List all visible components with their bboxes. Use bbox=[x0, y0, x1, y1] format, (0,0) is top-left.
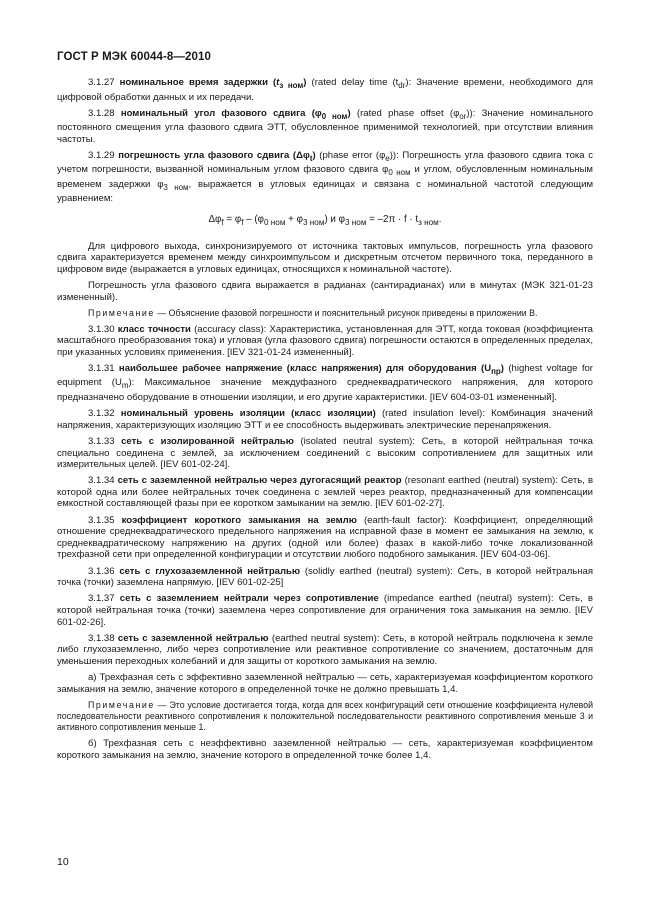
document-body bbox=[57, 77, 593, 766]
definition-3-1-27: 3.1.27 номинальное время задержки $(t_{з ном})$ (rated delay time $(t_{dr})$: Значение времени, необходимого для цифровой обработки данных и их передачи. bbox=[57, 77, 593, 103]
definition-3-1-33: 3.1.33 сеть с изолированной нейтралью (isolated neutral system): Сеть, в которой нейтральная точка специально соединена с землей, за исключением соединений с высоким сопротивлением для защитных или измерительных целей. [IEV 601-02-24]. bbox=[57, 435, 593, 471]
note-effective-earthing: Примечание — Это условие достигается тогда, когда для всех конфигураций сети отношение коэффициента нулевой последовательности реактивного сопротивления к положительной последовательности реактивного сопротивления меньше 3 и активного сопротивления меньше 1. bbox=[57, 699, 593, 733]
page-number: 10 bbox=[57, 856, 69, 868]
definition-3-1-29: 3.1.29 погрешность угла фазового сдвига $(\Delta\varphi_t)$ (phase error $(\varphi_e)$): Погрешность угла фазового сдвига тока с учетом погрешности, вызванной номинальным углом фазового сдвига $\varphi_{0 ном}$ и углом, обусловленным номинальным временем задержки $\varphi_{3 ном}$, выражается в угловых единицах и связана с номинальной частотой следующим уравнением: bbox=[57, 149, 594, 205]
phase-error-formula: $\Delta\varphi_f = \varphi_f - (\varphi_{0 ном} + \varphi_{3 ном})$ и $\varphi_{3 ном} = -2\pi \cdot f \cdot t_{з ном}$. bbox=[208, 214, 442, 228]
paragraph-digital-output: Для цифрового выхода, синхронизируемого от источника тактовых импульсов, погрешность угла фазового сдвига характеризуется временем между синхроимпульсом и дискретным отсчетом первичного тока, переданного в цифровом виде (выражается в угловых единицах, относящихся к номинальной частоте). bbox=[57, 240, 593, 275]
definition-3-1-28: 3.1.28 номинальный угол фазового сдвига $(\varphi_{0 ном})$ (rated phase offset $(\varphi_{or})$): Значение номинального постоянного смещения угла фазового сдвига ЭТТ, обусловленное применимой технологией, при отсутствии влияния частоты. bbox=[57, 107, 594, 145]
definition-3-1-30: 3.1.30 класс точности (accuracy class): Характеристика, установленная для ЭТТ, когда токовая (коэффициента масштабного преобразования тока) и угловая (угла фазового сдвига) погрешности остаются в определенных пределах, при указанных условиях применения. [IEV 321-01-24 измененный]. bbox=[57, 323, 593, 358]
list-item-b: б) Трехфазная сеть с неэффективно заземленной нейтралью — сеть, характеризуемая коэффициентом короткого замыкания на землю, значение которого в определенной точке более 1,4. bbox=[57, 738, 593, 761]
list-item-a: а) Трехфазная сеть с эффективно заземленной нейтралью — сеть, характеризуемая коэффициентом короткого замыкания на землю, значение которого в определенной точке не должно превышать 1,4. bbox=[57, 672, 593, 695]
definition-3-1-36: 3.1.36 сеть с глухозаземленной нейтралью (solidly earthed (neutral) system): Сеть, в которой нейтральная точка (точки) заземлена напрямую. [IEV 601-02-25] bbox=[57, 565, 593, 589]
definition-3-1-37: 3.1.37 сеть с заземлением нейтрали через сопротивление (impedance earthed (neutral) system): Сеть, в которой нейтральная точка (точки) заземлена через сопротивление для ограничения тока замыкания на землю. [IEV 601-02-26]. bbox=[57, 593, 593, 628]
definition-3-1-32: 3.1.32 номинальный уровень изоляции (класс изоляции) (rated insulation level): Комбинация значений напряжения, характеризующих изоляцию ЭТТ и ее способность выдерживать электрические перенапряжения. bbox=[57, 408, 593, 431]
definition-3-1-34: 3.1.34 сеть с заземленной нейтралью через дугогасящий реактор (resonant earthed (neutral) system): Сеть, в которой одна или более нейтральных точек соединена с землей через реактор, предназначенный для компенсации емкостной составляющей фазы при ее коротком замыкании на землю. [IEV 601-02-27]. bbox=[57, 475, 594, 510]
paragraph-phase-error-units: Погрешность угла фазового сдвига выражается в радианах (сантирадианах) или в минутах (МЭК 321-01-23 измененный). bbox=[57, 279, 593, 303]
document-header: ГОСТ Р МЭК 60044-8—2010 bbox=[57, 51, 211, 63]
term: номинальный угол фазового сдвига $(\varphi_{0 ном})$ bbox=[120, 107, 351, 121]
note-phase-error: Примечание — Объяснение фазовой погрешности и пояснительный рисунок приведены в приложении В. bbox=[88, 307, 538, 318]
clause-number: 3.1.27 bbox=[88, 77, 120, 88]
definition-3-1-31: 3.1.31 наибольшее рабочее напряжение (класс напряжения) для оборудования $(U_{пр})$ (highest voltage for equipment $(U_m)$: Максимальное значение междуфазного среднеквадратического напряжения, для которого предназначено оборудование в отношении изоляции, и его другие характеристики. [IEV 604-03-01 измененный]. bbox=[57, 362, 593, 403]
definition-3-1-35: 3.1.35 коэффициент короткого замыкания на землю (earth-fault factor): Коэффициент, определяющий отношение среднеквадратического предельного напряжения на исправной фазе в момент ее замыкания на землю, к среднеквадратическому напряжению на других (одной или более) фазах в какой-либо точке локализованной трехфазной сети при определенной конфигурации и отсутствии любого подобного замыкания. [IEV 604-03-06]. bbox=[57, 514, 593, 561]
term: погрешность угла фазового сдвига $(\Delta\varphi_t)$ bbox=[118, 149, 316, 163]
definition-3-1-38: 3.1.38 сеть с заземленной нейтралью (earthed neutral system): Сеть, в которой нейтраль подключена к земле либо глухозаземленно, либо через сопротивление или реактивное сопротивление со значением, достаточным для уменьшения переходных колебаний и для защиты от короткого замыкания на землю. bbox=[57, 632, 594, 667]
term: номинальное время задержки $(t_{з ном})$ bbox=[119, 77, 307, 90]
